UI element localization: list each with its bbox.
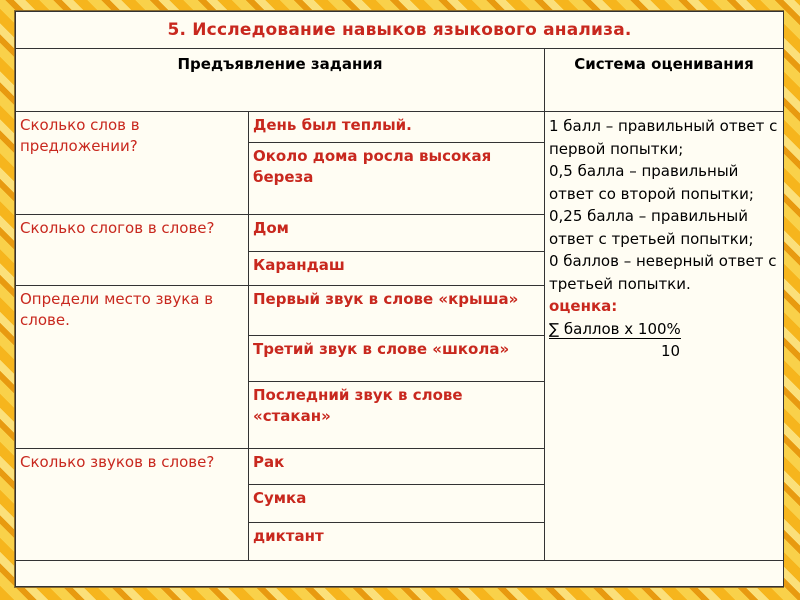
task-cell: Около дома росла высокая береза bbox=[249, 143, 545, 215]
task-cell: Первый звук в слове «крыша» bbox=[249, 286, 545, 336]
formula-denominator: 10 bbox=[661, 342, 681, 360]
scoring-line: 0 баллов – неверный ответ с третьей попытки. bbox=[549, 252, 777, 293]
slide-frame bbox=[14, 10, 784, 588]
task-cell: Последний звук в слове «стакан» bbox=[249, 382, 545, 449]
scoring-label: оценка: bbox=[549, 297, 618, 315]
task-cell: Сумка bbox=[249, 485, 545, 523]
scoring-line: 0,5 балла – правильный ответ со второй попытки; bbox=[549, 162, 754, 203]
table-title: 5. Исследование навыков языкового анализа. bbox=[16, 12, 784, 49]
scoring-line: 1 балл – правильный ответ с первой попытки; bbox=[549, 117, 778, 158]
scoring-line: 0,25 балла – правильный ответ с третьей попытки; bbox=[549, 207, 754, 248]
scoring-system bbox=[545, 112, 784, 561]
question-syllable-count: Сколько слогов в слове? bbox=[16, 215, 249, 286]
question-sound-count: Сколько звуков в слове? bbox=[16, 449, 249, 561]
task-cell: День был теплый. bbox=[249, 112, 545, 143]
task-cell: Третий звук в слове «школа» bbox=[249, 336, 545, 382]
task-cell: Дом bbox=[249, 215, 545, 252]
task-cell: Рак bbox=[249, 449, 545, 485]
assessment-table bbox=[15, 11, 784, 587]
task-cell: диктант bbox=[249, 523, 545, 561]
question-sound-position: Определи место звука в слове. bbox=[16, 286, 249, 449]
empty-footer-row bbox=[16, 561, 784, 587]
question-word-count: Сколько слов в предложении? bbox=[16, 112, 249, 215]
scoring-formula bbox=[549, 318, 779, 341]
formula-numerator: ∑ баллов х 100% bbox=[549, 319, 681, 338]
header-grading: Система оценивания bbox=[545, 49, 784, 112]
task-cell: Карандаш bbox=[249, 252, 545, 286]
header-task: Предъявление задания bbox=[16, 49, 545, 112]
